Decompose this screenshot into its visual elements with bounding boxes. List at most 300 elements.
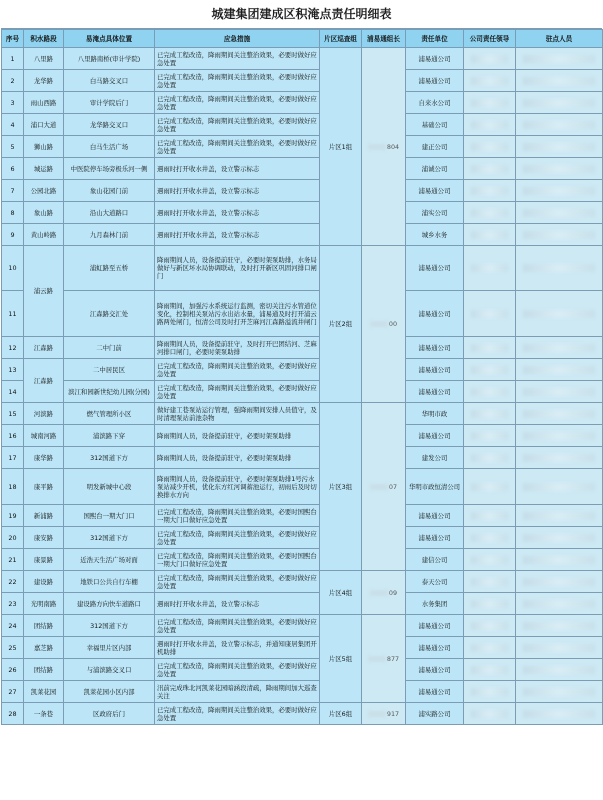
- header-unit: 责任单位: [406, 30, 464, 48]
- cell-staff: [516, 180, 603, 202]
- table-row: [2, 549, 603, 571]
- cell-road: 团结路: [24, 659, 64, 681]
- redacted-text: [471, 121, 508, 129]
- cell-no: 1: [2, 48, 24, 70]
- table-row: [2, 469, 603, 505]
- cell-staff: [516, 425, 603, 447]
- cell-unit: 浦易通公司: [406, 359, 464, 381]
- cell-unit: 浦易通公司: [406, 180, 464, 202]
- cell-unit: 浦易通公司: [406, 337, 464, 359]
- cell-measure: 已完成工程改造，降雨期间关注整治效果，必要时做好应急处置: [155, 359, 320, 381]
- cell-unit: 华明市政: [406, 403, 464, 425]
- cell-location: 白马生活广场: [64, 136, 155, 158]
- cell-company-leader: [464, 359, 516, 381]
- redacted-text: [471, 55, 508, 63]
- cell-company-leader: [464, 70, 516, 92]
- cell-leader: [362, 703, 406, 725]
- redacted-text: [523, 454, 595, 462]
- cell-unit: 水务集团: [406, 593, 464, 615]
- cell-company-leader: [464, 381, 516, 403]
- cell-patrol-group: 片区2组: [320, 246, 362, 403]
- cell-road: 象山路: [24, 202, 64, 224]
- redacted-text: [471, 600, 508, 608]
- redacted-text: [471, 231, 508, 239]
- responsibility-table: [1, 29, 603, 725]
- header-leader: 浦易通组长: [362, 30, 406, 48]
- cell-staff: [516, 637, 603, 659]
- cell-leader: [362, 48, 406, 246]
- cell-measure: 降雨期间人员，设备提前驻守，必要时架泵助排: [155, 447, 320, 469]
- cell-staff: [516, 527, 603, 549]
- cell-unit: 华明市政恒清公司: [406, 469, 464, 505]
- cell-road: 康景路: [24, 549, 64, 571]
- cell-unit: 浦实路公司: [406, 703, 464, 725]
- redacted-text: [523, 99, 595, 107]
- cell-leader: [362, 615, 406, 703]
- cell-patrol-group: 片区3组: [320, 403, 362, 571]
- redacted-text: [523, 512, 595, 520]
- cell-location: 审计学院后门: [64, 92, 155, 114]
- leader-phone-suffix: 09: [370, 589, 397, 597]
- cell-staff: [516, 92, 603, 114]
- cell-no: 9: [2, 224, 24, 246]
- cell-unit: 建正公司: [406, 136, 464, 158]
- cell-staff: [516, 593, 603, 615]
- cell-company-leader: [464, 659, 516, 681]
- cell-location: 浦虹路至五桥: [64, 246, 155, 291]
- cell-staff: [516, 48, 603, 70]
- redacted-text: [523, 578, 595, 586]
- cell-measure: 降雨期间人员，设备提前驻守，及时打开巴团结河、芝麻河排口闸门，必要时架泵助排: [155, 337, 320, 359]
- redacted-text: [523, 688, 595, 696]
- cell-road: 康华路: [24, 447, 64, 469]
- cell-company-leader: [464, 593, 516, 615]
- cell-road: 黄山岭路: [24, 224, 64, 246]
- redacted-text: [523, 209, 595, 217]
- redacted-text: [523, 366, 595, 374]
- table-row: [2, 703, 603, 725]
- cell-location: 八里路南桥(审计学院): [64, 48, 155, 70]
- cell-staff: [516, 447, 603, 469]
- redacted-text: [523, 77, 595, 85]
- cell-measure: 已完成工程改造，降雨期间关注整治效果，必要时做好应急处置: [155, 48, 320, 70]
- redacted-text: [471, 534, 508, 542]
- cell-staff: [516, 224, 603, 246]
- cell-company-leader: [464, 703, 516, 725]
- table-row: [2, 505, 603, 527]
- cell-location: 燃气管理所小区: [64, 403, 155, 425]
- cell-no: 15: [2, 403, 24, 425]
- redacted-text: [523, 121, 595, 129]
- redacted-text: [471, 143, 508, 151]
- redacted-text: [523, 55, 595, 63]
- cell-measure: 做好建工巷泵站运行管理，强降雨期间安排人员值守，及时清理泵站前池杂物: [155, 403, 320, 425]
- cell-staff: [516, 202, 603, 224]
- table-row: [2, 224, 603, 246]
- cell-road: 城运路: [24, 158, 64, 180]
- cell-road: 凯莱花园: [24, 681, 64, 703]
- cell-no: 5: [2, 136, 24, 158]
- cell-measure: 已完成工程改造，降雨期间关注整治效果，必要时做好应急处置: [155, 571, 320, 593]
- redacted-text: [523, 666, 595, 674]
- table-title: 城建集团建成区积淹点责任明细表: [1, 0, 602, 29]
- cell-road: 雨山西路: [24, 92, 64, 114]
- cell-company-leader: [464, 114, 516, 136]
- cell-staff: [516, 703, 603, 725]
- cell-unit: 泰天公司: [406, 571, 464, 593]
- redacted-text: [523, 264, 595, 272]
- cell-no: 24: [2, 615, 24, 637]
- cell-company-leader: [464, 224, 516, 246]
- cell-unit: 浦易通公司: [406, 70, 464, 92]
- cell-no: 19: [2, 505, 24, 527]
- cell-measure: 遇雨时打开收水井盖，设立警示标志，并通知康居集团开机助排: [155, 637, 320, 659]
- table-row: [2, 202, 603, 224]
- cell-road: 嘉芝路: [24, 637, 64, 659]
- cell-measure: 已完成工程改造，降雨期间关注整治效果，必要时做好应急处置: [155, 136, 320, 158]
- cell-staff: [516, 359, 603, 381]
- cell-measure: 已完成工程改造，降雨期间关注整治效果，必要时做好应急处置: [155, 70, 320, 92]
- cell-patrol-group: 片区1组: [320, 48, 362, 246]
- redacted-text: [471, 688, 508, 696]
- cell-measure: 已完成工程改造，降雨期间关注整治效果，必要时做好应急处置: [155, 659, 320, 681]
- cell-road: 新浦路: [24, 505, 64, 527]
- cell-location: 国熙台一期大门口: [64, 505, 155, 527]
- table-row: [2, 381, 603, 403]
- cell-staff: [516, 681, 603, 703]
- table-row: [2, 447, 603, 469]
- cell-location: 江森路交汇处: [64, 291, 155, 337]
- cell-staff: [516, 246, 603, 291]
- cell-unit: 浦易通公司: [406, 615, 464, 637]
- cell-no: 22: [2, 571, 24, 593]
- cell-no: 2: [2, 70, 24, 92]
- redacted-text: [471, 77, 508, 85]
- cell-location: 312国道下方: [64, 447, 155, 469]
- cell-company-leader: [464, 180, 516, 202]
- header-company-leader: 公司责任领导: [464, 30, 516, 48]
- cell-location: 与浦滨路交叉口: [64, 659, 155, 681]
- cell-staff: [516, 659, 603, 681]
- cell-no: 28: [2, 703, 24, 725]
- redacted-text: [471, 578, 508, 586]
- cell-no: 17: [2, 447, 24, 469]
- cell-location: 滨江和园新世纪幼儿园(分园): [64, 381, 155, 403]
- cell-no: 6: [2, 158, 24, 180]
- cell-location: 二中门前: [64, 337, 155, 359]
- cell-leader: [362, 403, 406, 571]
- redacted-text: [523, 432, 595, 440]
- cell-staff: [516, 571, 603, 593]
- cell-unit: 基础公司: [406, 114, 464, 136]
- cell-measure: 遇雨时打开收水井盖，设立警示标志: [155, 224, 320, 246]
- cell-road: 八里路: [24, 48, 64, 70]
- cell-leader: [362, 246, 406, 403]
- cell-staff: [516, 337, 603, 359]
- cell-company-leader: [464, 469, 516, 505]
- table-row: [2, 48, 603, 70]
- cell-unit: 浦易通公司: [406, 637, 464, 659]
- cell-measure: 降雨期间人员，设备提前驻守，必要时架泵助排: [155, 425, 320, 447]
- cell-unit: 浦易通公司: [406, 425, 464, 447]
- redacted-text: [523, 310, 595, 318]
- cell-location: 二中居民区: [64, 359, 155, 381]
- cell-measure: 已完成工程改造，降雨期间关注整治效果，必要时国熙台一期大门口做好应急处置: [155, 505, 320, 527]
- redacted-text: [523, 622, 595, 630]
- redacted-text: [523, 600, 595, 608]
- cell-no: 26: [2, 659, 24, 681]
- cell-staff: [516, 70, 603, 92]
- cell-company-leader: [464, 291, 516, 337]
- cell-road: 河滨路: [24, 403, 64, 425]
- cell-no: 25: [2, 637, 24, 659]
- header-staff: 驻点人员: [516, 30, 603, 48]
- cell-unit: 浦易通公司: [406, 381, 464, 403]
- cell-unit: 浦易通公司: [406, 291, 464, 337]
- cell-measure: 已完成工程改造，降雨期间关注整治效果，必要时做好应急处置: [155, 703, 320, 725]
- cell-company-leader: [464, 403, 516, 425]
- cell-location: 中医院停车场旁极乐河一侧: [64, 158, 155, 180]
- cell-measure: 已完成工程改造，降雨期间关注整治效果，必要时做好应急处置: [155, 114, 320, 136]
- redacted-text: [523, 231, 595, 239]
- table-row: [2, 681, 603, 703]
- cell-measure: 已完成工程改造，降雨期间关注整治效果，必要时做好应急处置: [155, 615, 320, 637]
- cell-company-leader: [464, 527, 516, 549]
- redacted-text: [471, 454, 508, 462]
- cell-location: 浦滨路下穿: [64, 425, 155, 447]
- redacted-text: [523, 644, 595, 652]
- leader-phone-suffix: 07: [370, 483, 397, 491]
- redacted-text: [471, 366, 508, 374]
- table-row: [2, 291, 603, 337]
- cell-location: 近浩天生活广场对面: [64, 549, 155, 571]
- cell-patrol-group: 片区4组: [320, 571, 362, 615]
- cell-location: 建设路方向快车道路口: [64, 593, 155, 615]
- cell-staff: [516, 403, 603, 425]
- cell-staff: [516, 158, 603, 180]
- cell-measure: 降雨期间人员，设备提前驻守，必要时架泵助排1号污水泵站减少开机，优化东方红河调蓄池运行，初雨后及时切换排水方向: [155, 469, 320, 505]
- cell-no: 11: [2, 291, 24, 337]
- cell-company-leader: [464, 447, 516, 469]
- cell-measure: 已完成工程改造，降雨期间关注整治效果，必要时做好应急处置: [155, 92, 320, 114]
- table-row: [2, 337, 603, 359]
- cell-no: 10: [2, 246, 24, 291]
- redacted-text: [523, 410, 595, 418]
- header-row: [2, 30, 603, 48]
- cell-measure: 遇雨时打开收水井盖，设立警示标志: [155, 202, 320, 224]
- cell-staff: [516, 615, 603, 637]
- leader-phone-suffix: 917: [368, 710, 399, 718]
- table-row: [2, 527, 603, 549]
- cell-location: 幸福里片区内部: [64, 637, 155, 659]
- cell-location: 地铁口公共自行车棚: [64, 571, 155, 593]
- cell-location: 九月森林门前: [64, 224, 155, 246]
- cell-no: 27: [2, 681, 24, 703]
- cell-road: 光明南路: [24, 593, 64, 615]
- cell-measure: 遇雨时打开收水井盖，设立警示标志: [155, 593, 320, 615]
- table-row: [2, 637, 603, 659]
- cell-company-leader: [464, 637, 516, 659]
- cell-company-leader: [464, 571, 516, 593]
- redacted-text: [471, 432, 508, 440]
- redacted-text: [523, 344, 595, 352]
- cell-road: 江森路: [24, 337, 64, 359]
- redacted-text: [523, 710, 595, 718]
- cell-no: 3: [2, 92, 24, 114]
- cell-patrol-group: 片区6组: [320, 703, 362, 725]
- cell-measure: 遇雨时打开收水井盖，设立警示标志: [155, 180, 320, 202]
- cell-unit: 浦实公司: [406, 202, 464, 224]
- cell-company-leader: [464, 615, 516, 637]
- redacted-text: [471, 388, 508, 396]
- cell-unit: 浦易通公司: [406, 505, 464, 527]
- cell-company-leader: [464, 92, 516, 114]
- cell-staff: [516, 114, 603, 136]
- table-row: [2, 425, 603, 447]
- cell-road: 建设路: [24, 571, 64, 593]
- table-row: [2, 246, 603, 291]
- cell-no: 4: [2, 114, 24, 136]
- cell-no: 16: [2, 425, 24, 447]
- table-row: [2, 180, 603, 202]
- cell-road: 康平路: [24, 469, 64, 505]
- cell-unit: 浦易通公司: [406, 681, 464, 703]
- redacted-text: [523, 483, 595, 491]
- cell-road: 康安路: [24, 527, 64, 549]
- cell-road: 浦云路: [24, 246, 64, 337]
- cell-unit: 建信公司: [406, 549, 464, 571]
- cell-patrol-group: 片区5组: [320, 615, 362, 703]
- table-row: [2, 615, 603, 637]
- header-patrol-group: 片区巡查组: [320, 30, 362, 48]
- cell-unit: 浦易通公司: [406, 659, 464, 681]
- cell-unit: 浦易通公司: [406, 48, 464, 70]
- cell-road: 狮山路: [24, 136, 64, 158]
- cell-road: 城南河路: [24, 425, 64, 447]
- cell-location: 龙华路交叉口: [64, 114, 155, 136]
- cell-company-leader: [464, 337, 516, 359]
- redacted-text: [523, 534, 595, 542]
- cell-no: 12: [2, 337, 24, 359]
- redacted-text: [471, 666, 508, 674]
- cell-location: 312国道下方: [64, 615, 155, 637]
- cell-staff: [516, 505, 603, 527]
- cell-no: 8: [2, 202, 24, 224]
- redacted-text: [523, 556, 595, 564]
- cell-road: 公园北路: [24, 180, 64, 202]
- cell-measure: 汛前完成珠北河凯莱花园暗涵段清疏，降雨期间加大巡查关注: [155, 681, 320, 703]
- cell-no: 13: [2, 359, 24, 381]
- redacted-text: [523, 165, 595, 173]
- table-row: [2, 403, 603, 425]
- cell-road: 一条巷: [24, 703, 64, 725]
- table-row: [2, 92, 603, 114]
- cell-no: 23: [2, 593, 24, 615]
- cell-leader: [362, 571, 406, 615]
- cell-no: 21: [2, 549, 24, 571]
- leader-phone-suffix: 804: [368, 143, 399, 151]
- table-row: [2, 136, 603, 158]
- redacted-text: [523, 388, 595, 396]
- cell-staff: [516, 469, 603, 505]
- cell-location: 象山花园门前: [64, 180, 155, 202]
- cell-company-leader: [464, 425, 516, 447]
- cell-unit: 自来水公司: [406, 92, 464, 114]
- cell-company-leader: [464, 136, 516, 158]
- redacted-text: [471, 644, 508, 652]
- cell-unit: 浦诚公司: [406, 158, 464, 180]
- cell-company-leader: [464, 158, 516, 180]
- cell-location: 白马路交叉口: [64, 70, 155, 92]
- cell-measure: 已完成工程改造，降雨期间关注整治效果，必要时做好应急处置: [155, 527, 320, 549]
- table-row: [2, 571, 603, 593]
- redacted-text: [471, 209, 508, 217]
- redacted-text: [471, 512, 508, 520]
- cell-staff: [516, 136, 603, 158]
- header-no: 序号: [2, 30, 24, 48]
- cell-road: 团结路: [24, 615, 64, 637]
- redacted-text: [471, 483, 508, 491]
- redacted-text: [471, 264, 508, 272]
- cell-location: 312国道下方: [64, 527, 155, 549]
- redacted-text: [471, 165, 508, 173]
- cell-measure: 已完成工程改造，降雨期间关注整治效果，必要时国熙台一期大门口做好应急处置: [155, 549, 320, 571]
- table-row: [2, 114, 603, 136]
- redacted-text: [471, 556, 508, 564]
- redacted-text: [471, 622, 508, 630]
- cell-location: 凯莱花园小区内部: [64, 681, 155, 703]
- cell-location: 区政府后门: [64, 703, 155, 725]
- cell-measure: 降雨期间人员，设备提前驻守，必要时架泵助排，水务局做好与新区坏水局协调联动，及时打开新区巩固河排口闸门: [155, 246, 320, 291]
- table-row: [2, 659, 603, 681]
- redacted-text: [471, 344, 508, 352]
- cell-company-leader: [464, 202, 516, 224]
- redacted-text: [471, 410, 508, 418]
- leader-phone-suffix: 877: [368, 655, 399, 663]
- cell-location: 明发新城中心段: [64, 469, 155, 505]
- table-row: [2, 359, 603, 381]
- cell-road: 江森路: [24, 359, 64, 403]
- leader-phone-suffix: 00: [370, 320, 397, 328]
- cell-staff: [516, 549, 603, 571]
- table-row: [2, 158, 603, 180]
- cell-company-leader: [464, 549, 516, 571]
- redacted-text: [471, 187, 508, 195]
- cell-measure: 降雨期间，加强污水系统运行监测，密切关注污水管道位变化，控制相关泵站污水出站水量，浦易通及时打开浦云路两处闸门，恒清公司及时打开芝麻河江森路溢流井闸门: [155, 291, 320, 337]
- header-location: 易淹点具体位置: [64, 30, 155, 48]
- redacted-text: [523, 143, 595, 151]
- cell-measure: 已完成工程改造，降雨期间关注整治效果，必要时做好应急处置: [155, 381, 320, 403]
- cell-company-leader: [464, 681, 516, 703]
- table-row: [2, 70, 603, 92]
- header-measure: 应急措施: [155, 30, 320, 48]
- cell-unit: 浦易通公司: [406, 246, 464, 291]
- cell-company-leader: [464, 48, 516, 70]
- cell-unit: 建发公司: [406, 447, 464, 469]
- cell-no: 14: [2, 381, 24, 403]
- table-row: [2, 593, 603, 615]
- redacted-text: [523, 187, 595, 195]
- cell-no: 20: [2, 527, 24, 549]
- cell-staff: [516, 291, 603, 337]
- cell-location: 沿山大道路口: [64, 202, 155, 224]
- redacted-text: [471, 710, 508, 718]
- cell-company-leader: [464, 505, 516, 527]
- cell-road: 龙华路: [24, 70, 64, 92]
- cell-unit: 浦易通公司: [406, 527, 464, 549]
- cell-measure: 遇雨时打开收水井盖，设立警示标志: [155, 158, 320, 180]
- cell-road: 浦口大道: [24, 114, 64, 136]
